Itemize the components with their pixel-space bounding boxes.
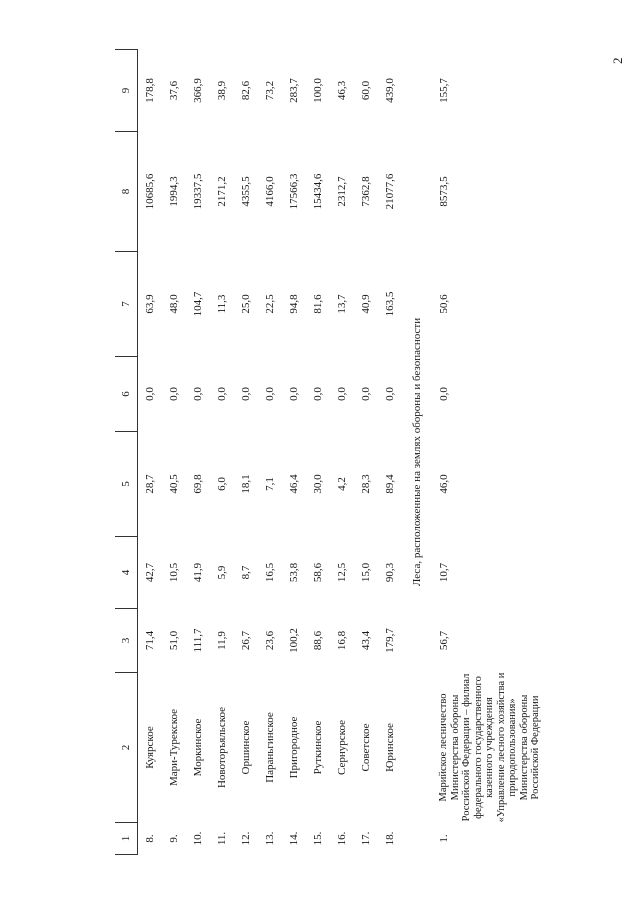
value-cell: 111,7 [192,628,204,653]
value-cell: 21077,6 [384,173,396,210]
value-cell: 15,0 [360,562,372,583]
value-cell: 46,3 [336,80,348,101]
table-row [138,50,163,855]
value-cell: 82,6 [240,80,252,101]
value-cell: 283,7 [288,78,300,103]
value-cell: 26,7 [240,630,252,651]
header-row [115,50,138,855]
row-number-cell: 14. [288,831,300,846]
district-name-cell: Параньгинское [264,712,276,783]
value-cell: 0,0 [336,387,348,401]
value-cell: 163,5 [384,291,396,317]
value-cell: 16,5 [264,562,276,583]
value-cell: 23,6 [264,630,276,651]
column-header: 9 [115,50,138,132]
value-cell: 58,6 [312,562,324,583]
table-row [186,50,210,855]
value-cell: 0,0 [144,387,156,401]
value-cell: 8573,5 [438,176,450,207]
value-cell: 178,8 [144,78,156,103]
value-cell: 11,9 [216,631,228,650]
value-cell: 56,7 [438,630,450,651]
value-cell: 0,0 [438,387,450,401]
value-cell: 0,0 [264,387,276,401]
district-name-cell: Юринское [384,723,396,772]
district-name-cell: Новоторъяльское [216,706,228,789]
column-header: 7 [115,252,138,357]
value-cell: 0,0 [240,387,252,401]
value-cell: 17566,3 [288,173,300,210]
section-title: Леса, расположенные на землях обороны и безопасности [411,317,423,587]
value-cell: 0,0 [384,387,396,401]
column-header: 4 [115,537,138,609]
row-number-cell: 11. [216,831,228,846]
value-cell: 4166,0 [264,176,276,207]
row-number-cell: 15. [312,831,324,846]
value-cell: 0,0 [168,387,180,401]
value-cell: 19337,5 [192,173,204,210]
row-number-cell: 10. [192,831,204,846]
value-cell: 11,3 [216,294,228,314]
row-number-cell: 17. [360,831,372,846]
row-number-cell: 1. [438,834,450,843]
table-row [330,50,354,855]
value-cell: 2312,7 [336,176,348,207]
value-cell: 63,9 [144,294,156,314]
table-row [258,50,282,855]
value-cell: 48,0 [168,294,180,314]
value-cell: 40,5 [168,474,180,494]
row-number-cell: 9. [168,834,180,843]
district-name-cell: Пригородное [288,716,300,779]
district-name-cell: Мари-Турекское [168,708,180,787]
value-cell: 69,8 [192,474,204,494]
value-cell: 5,9 [216,565,228,580]
value-cell: 7362,8 [360,176,372,207]
page-number: 2 [610,57,625,64]
value-cell: 100,2 [288,628,300,653]
value-cell: 37,6 [168,80,180,101]
value-cell: 71,4 [144,630,156,651]
value-cell: 0,0 [216,387,228,401]
value-cell: 43,4 [360,630,372,651]
value-cell: 53,8 [288,562,300,583]
table-row [432,50,542,855]
value-cell: 0,0 [192,387,204,401]
forest-table [115,49,542,855]
value-cell: 46,0 [438,474,450,494]
value-cell: 18,1 [240,474,252,494]
value-cell: 73,2 [264,80,276,101]
row-number-cell: 12. [240,831,252,846]
district-name-cell: Моркинское [192,718,204,777]
value-cell: 12,5 [336,562,348,583]
value-cell: 30,0 [312,474,324,494]
value-cell: 22,5 [264,294,276,314]
value-cell: 13,7 [336,294,348,314]
table-row [162,50,186,855]
table-row [234,50,258,855]
value-cell: 40,9 [360,294,372,314]
rotated-table-container [115,50,585,855]
value-cell: 15434,6 [312,173,324,210]
value-cell: 155,7 [438,78,450,103]
value-cell: 94,8 [288,294,300,314]
value-cell: 1994,3 [168,176,180,207]
value-cell: 42,7 [144,562,156,583]
row-number-cell: 13. [264,831,276,846]
column-header: 1 [115,823,138,855]
value-cell: 7,1 [264,477,276,491]
value-cell: 104,7 [192,291,204,317]
value-cell: 90,3 [384,562,396,583]
column-header: 6 [115,357,138,432]
value-cell: 16,8 [336,630,348,651]
value-cell: 50,6 [438,294,450,314]
value-cell: 4355,5 [240,176,252,207]
district-name-cell: Марийское лесничество Министерства обороны Российской Федерации – филиал федерального государственного казенного учреждения «Управление лесного хозяйства и природопользования» Министерства обороны Российской Федерации [438,672,541,823]
value-cell: 366,9 [192,78,204,103]
column-header: 2 [115,673,138,823]
value-cell: 89,4 [384,474,396,494]
value-cell: 28,3 [360,474,372,494]
district-name-cell: Руткинское [312,720,324,775]
value-cell: 10,5 [168,562,180,583]
section-row [402,50,432,855]
table-row [210,50,234,855]
row-number-cell: 18. [384,831,396,846]
district-name-cell: Сернурское [336,720,348,775]
value-cell: 28,7 [144,474,156,494]
value-cell: 60,0 [360,80,372,101]
value-cell: 38,9 [216,80,228,101]
value-cell: 10685,6 [144,173,156,210]
row-number-cell: 8. [144,834,156,843]
value-cell: 25,0 [240,294,252,314]
table-row [282,50,306,855]
value-cell: 2171,2 [216,176,228,207]
value-cell: 0,0 [288,387,300,401]
row-number-cell: 16. [336,831,348,846]
column-header: 5 [115,432,138,537]
district-name-cell: Куярское [144,726,156,769]
column-header: 8 [115,132,138,252]
table-row [378,50,402,855]
district-name-cell: Советское [360,723,372,772]
table-row [354,50,378,855]
column-header: 3 [115,609,138,673]
value-cell: 4,2 [336,477,348,491]
value-cell: 6,0 [216,477,228,491]
district-name-cell: Оршинское [240,720,252,775]
value-cell: 81,6 [312,294,324,314]
table-row [306,50,330,855]
value-cell: 41,9 [192,562,204,583]
value-cell: 88,6 [312,630,324,651]
value-cell: 10,7 [438,562,450,583]
value-cell: 0,0 [312,387,324,401]
value-cell: 46,4 [288,474,300,494]
value-cell: 179,7 [384,628,396,653]
value-cell: 0,0 [360,387,372,401]
value-cell: 51,0 [168,630,180,651]
value-cell: 100,0 [312,78,324,103]
value-cell: 439,0 [384,78,396,103]
value-cell: 8,7 [240,565,252,580]
